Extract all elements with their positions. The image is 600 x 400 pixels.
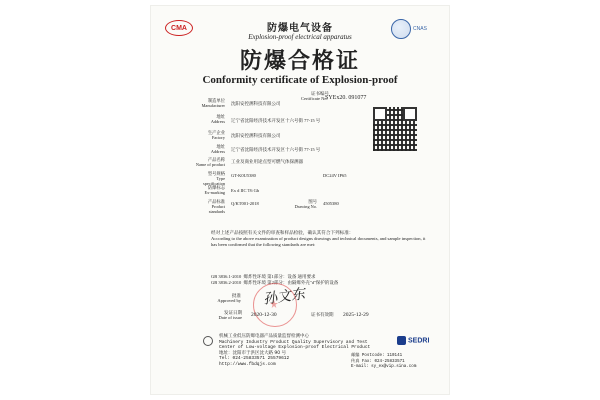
sedri-logo-text: SEDRI bbox=[408, 337, 430, 345]
field-label-en: Address bbox=[210, 149, 225, 154]
valid-until-label: 证书有效期 bbox=[311, 312, 334, 317]
field-label-en: Address bbox=[210, 119, 225, 124]
field-label-en: Factory bbox=[211, 135, 225, 140]
standards-list bbox=[211, 274, 431, 286]
field-label-cn: 生产企业 bbox=[207, 130, 225, 135]
field-label-en: Type specification bbox=[203, 176, 225, 186]
field-label-cn: 防爆标志 bbox=[207, 185, 225, 190]
certificate-number bbox=[301, 91, 391, 101]
field-label-en: Manufacturer bbox=[201, 103, 225, 108]
standard-desc: 爆炸性环境 第2部分：由隔爆外壳"d"保护的设备 bbox=[243, 280, 339, 285]
standard-code: GB 3836.2-2010 bbox=[211, 280, 242, 285]
issue-date: 2020-12-30 bbox=[251, 312, 277, 318]
field-value: GT-K0U5380 bbox=[231, 173, 256, 178]
approved-label-cn: 批准 bbox=[232, 293, 241, 298]
field-label-cn: 地址 bbox=[216, 114, 225, 119]
field-label-cn: 产品名称 bbox=[207, 157, 225, 162]
field-label-cn: 制造单位 bbox=[207, 98, 225, 103]
certificate-number-label-cn: 证书编号 bbox=[311, 91, 329, 96]
footer-contact bbox=[351, 354, 416, 371]
standard-row bbox=[211, 280, 431, 286]
issue-date-label-en: Date of issue bbox=[218, 315, 242, 320]
footer-web[interactable]: http://www.fbdqjs.com bbox=[219, 361, 276, 367]
sedri-mark-icon bbox=[397, 336, 406, 345]
field-label-en: Name of product bbox=[195, 162, 225, 167]
footer-fax: 传真 Fax: 024-25833571 bbox=[351, 359, 405, 364]
drawing-no-label-en: Drawing No. bbox=[294, 204, 317, 209]
field-value: 辽宁省沈阳经济技术开发区十六号街 77-15 号 bbox=[231, 147, 321, 152]
standard-code: GB 3836.1-2010 bbox=[211, 274, 242, 279]
field-label-en: Ex-marking bbox=[204, 190, 225, 195]
footer-address: 地址：沈阳市于洪区沈大路 90 号 bbox=[219, 350, 287, 356]
footer-email[interactable]: E-mail: sy_ex@vip.sina.com bbox=[351, 365, 417, 370]
page-title: 防爆合格证 bbox=[239, 49, 360, 74]
org-logo-icon bbox=[203, 336, 213, 346]
examination-statement bbox=[211, 230, 431, 248]
issue-date-label-cn: 发证日期 bbox=[224, 310, 242, 315]
cnas-logo-text: CNAS bbox=[413, 26, 427, 32]
statement-cn: 经对上述产品按照有关文件的审查和样品检验，确认其符合下列标准： bbox=[211, 230, 354, 235]
qr-code[interactable] bbox=[373, 107, 417, 151]
title-en-small: Explosion-proof electrical apparatus bbox=[248, 33, 352, 41]
certificate-number-label-en: Certificate No. bbox=[301, 96, 328, 101]
certificate-sheet bbox=[150, 5, 450, 395]
field-label-cn: 产品标准 bbox=[207, 199, 225, 204]
cma-logo: CMA bbox=[165, 20, 193, 36]
footer-org-en-1: Machinery Industry Product Quality Supervisory and Test bbox=[219, 339, 368, 345]
title-cn-small: 防爆电气设备 bbox=[267, 23, 333, 34]
footer-tel: Tel: 024-25833571 25579612 bbox=[219, 356, 290, 362]
approved-by-label bbox=[211, 293, 241, 303]
field-value: 沈阳安控测科技有限公司 bbox=[231, 101, 281, 106]
footer-postcode: 邮编 Postcode: 110141 bbox=[351, 354, 403, 358]
signature: 孙文东 bbox=[262, 286, 307, 308]
field-extra-value: DC24V IP65 bbox=[323, 173, 347, 178]
approved-label-en: Approved by bbox=[217, 298, 241, 303]
statement-en: According to the above examination of product designs drawings and technical documents, and sample inspection, it has been confirmed that the following standards are met: bbox=[211, 236, 426, 247]
official-seal bbox=[253, 283, 297, 327]
field-value: 工业及商业用途点型可燃气体探测器 bbox=[231, 159, 303, 164]
field-value: Ex d IIC T6 Gb bbox=[231, 188, 260, 193]
field-label-cn: 型号规格 bbox=[207, 171, 225, 176]
field-value: Q/KT001-2018 bbox=[231, 201, 259, 206]
page-title-en: Conformity certificate of Explosion-proof bbox=[202, 74, 398, 86]
field-value: 辽宁省沈阳经济技术开发区十六号街 77-15 号 bbox=[231, 118, 321, 123]
field-value: 沈阳安控测科技有限公司 bbox=[231, 133, 281, 138]
sedri-logo bbox=[397, 336, 429, 345]
standard-desc: 爆炸性环境 第1部分：设备 通用要求 bbox=[243, 274, 316, 279]
field-label-en: Product standards bbox=[208, 204, 225, 214]
certificate-number-value: SYEx20. 091077 bbox=[325, 95, 367, 101]
drawing-no-label-cn: 图号 bbox=[308, 199, 317, 204]
footer-org-en-2: Center of Low-voltage Explosion-proof Electrical Product bbox=[219, 345, 371, 351]
footer-org-cn: 机械工业低压防爆电器产品质量监督检测中心 bbox=[219, 334, 309, 339]
drawing-no-value: 4505380 bbox=[323, 201, 339, 206]
valid-until-date: 2025-12-29 bbox=[343, 312, 369, 318]
field-label-cn: 地址 bbox=[216, 144, 225, 149]
issue-date-label bbox=[206, 310, 242, 320]
